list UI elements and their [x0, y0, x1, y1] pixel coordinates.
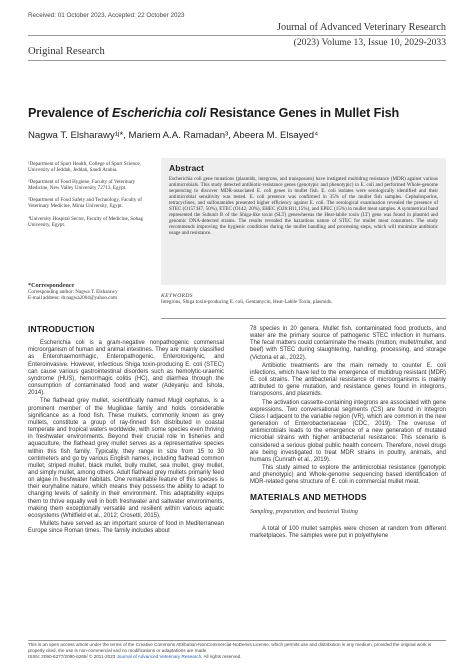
- footer: [28, 642, 446, 659]
- correspondence-heading: *Correspondence: [28, 282, 75, 289]
- section-label: Original Research: [28, 46, 105, 57]
- journal-link[interactable]: Journal of Advanced Veterinary Research: [116, 653, 202, 659]
- keywords-heading: KEYWORDS: [161, 293, 193, 299]
- body-paragraph: Escherichia coli is a gram-negative nonpathogenic commensal microorganism of human and animal intestines. They are mainly classified as Enterohaemorrhagic, Enteropathogenic, Enterotoxigenic, and Enteroinvasive. However, infectious Shiga toxin-producing E. coli (STEC) can cause various gastrointestinal disorders such as hemolytic-uraemic syndrome (HUS), hemorrhagic colitis (HC), and diarrhea through the consumption of contaminated food and water (Adeyanju and Ishola, 2014).: [28, 340, 224, 397]
- copyright-line: [28, 654, 446, 660]
- paper-title: [28, 106, 399, 120]
- title-italic: Escherichia coli: [112, 106, 207, 120]
- body-paragraph: The activation cassette-containing integrons are associated with gene expressions. Two conversational segments (CS) are found in Integron Class I adjacent to the variable region (VR), which are common in the new generation of Enterobacteriaceae (CDC, 2019). The overuse of antimicrobials leads to the emergence of a new generation of mutated microbial strains with higher antibacterial resistance. This scenario is considered a serious global public health concern. Therefore, novel drugs are being investigated to treat MDR strains in poultry, animals, and humans (Cunrath et al., 2019).: [250, 399, 446, 463]
- keywords-text: Integrons, Shiga toxin-producing E. coli, Gentamycin, Heat-Labile Toxin, plasmids.: [161, 299, 333, 306]
- correspondence: [28, 283, 168, 301]
- license-text: This is an open access article under the terms of the Creative Commons Attribution-NonCommercial-NoDerivs License, which permits use and distribution in any medium, provided the original work is properly cited, the use is non-commercial and no modifications or adaptations are made.: [28, 642, 432, 653]
- abstract-box: [161, 158, 446, 285]
- methods-heading: MATERIALS AND METHODS: [250, 492, 367, 503]
- abstract-heading: Abstract: [169, 163, 204, 173]
- affiliation: ²Department of Food Hygiene, Faculty of Veterinary Medicine, New Valley University 72713, Egypt.: [28, 179, 136, 192]
- journal-name: Journal of Advanced Veterinary Research: [277, 22, 446, 33]
- body-paragraph: This study aimed to explore the antimicrobial resistance (genotypic and phenotypic) and Whole-genome sequencing based identification of MDR-related gene structure of E. coli in commercial mullet meat.: [250, 464, 446, 486]
- body-paragraph: Mullets have served as an important source of food in Mediterranean Europe since Roman times. The family includes about: [28, 521, 224, 535]
- header-rule: [28, 35, 446, 36]
- footer-rule: [28, 640, 446, 641]
- received-date: Received: 01 October 2023, Accepted: 22 October 2023: [28, 12, 185, 19]
- affiliation: ⁴University Hospital Sector, Faculty of Medicine, Sohag University, Egypt.: [28, 215, 144, 228]
- rights-text: . All rights reserved.: [201, 653, 242, 659]
- title-prefix: Prevalence of: [28, 106, 113, 120]
- abstract-text: Escherichia coli gene mutations (plasmids, integrons, and transposons) have instigated multidrug resistance (MDR) against various antimicrobials. This study detected antibiotic-resistance genes (genotypic and phenotypic) in E. coli and performed Whole-genome sequencing to discover MDR-associated E. coli genes in mullet fish. E. coli isolates were serologically identified and their antimicrobial sensitivity was tested. E. coli presence was confirmed in 35% of the mullet fish samples. Cephalosporins, tetracyclines, and sulfonamides presented higher efficiency against E. coli. The serological examination revealed the presence of STEC (O157:H7, 50%), ETEC (O142, 20%), EHEC (O26:H11,15%), and EPEC (15%) in mullet meat samples. A symmetrical band represented the Subunit B of the Shiga-like toxin (SLT) genewhereas the Heat-labile toxin (LT) gene was found in plasmid and genomic DNA-detected strains. The results revealed the hazardous nature of STEC for mullet meat consumers. The study recommends improving the hygienic conditions during the mullet handling and processing steps, which will minimize antibiotic usage and resistance.: [169, 176, 438, 237]
- affiliations: [28, 161, 156, 234]
- body-paragraph: 78 species in 20 genera. Mullet fish, contaminated food products, and water are the primary source of pathogenic STEC infection in humans. The fecal matters could contaminate the meats (mutton, mullet/mullet, and beef) with STEC during slaughtering, handling, processing, and storage (Victoria et al., 2022).: [250, 326, 446, 361]
- body-paragraph: Antibiotic treatments are the main remedy to counter E. coli infections, which have led to the emergence of multidrug resistant (MDR) E. coli strains. The antibacterial resistance of microorganisms is mainly attributed to gene mutation, and resistance genes found in integrons, transposons, and plasmids.: [250, 362, 446, 398]
- volume-info: (2023) Volume 13, Issue 10, 2029-2033: [293, 37, 446, 48]
- intro-heading: INTRODUCTION: [28, 324, 95, 334]
- column-right: [250, 326, 446, 541]
- affiliation: ¹Department of Sport Health, College of Sport Science, University of Jeddah, Jeddah, Saudi Arabia.: [28, 161, 141, 174]
- methods-subheading: Sampling, preparation, and bacterial Testing: [250, 508, 358, 515]
- title-suffix: Resistance Genes in Mullet Fish: [206, 106, 400, 120]
- affiliation: ³Department of Food Safety and Technology, Faculty of Veterinary Medicine, Minia University, Egypt.: [28, 197, 142, 210]
- body-paragraph: The flathead grey mullet, scientifically named Mugil cephalus, is a prominent member of the Mugilidae family and holds considerable significance as a food fish. These mullets, commonly known as grey mullets, constitute a group of ray-finned fish distributed in coastal temperate and tropical waters worldwide, with some species even thriving in freshwater environments. Beyond their crucial role in fisheries and aquaculture, the flathead grey mullet serves as a representative species within this fish family. Typically, they range in size from 15 to 30 centimeters and go by various English names, including flathead common mullet, striped mullet, black mullet, bully mullet, sea mullet, grey mullet, and simply mullet, among others. Adult flathead grey mullets primarily feed on algae in freshwater habitats. One remarkable feature of this species is their euryhaline nature, which means they possess the ability to adapt to changing levels of salinity in their environment. This adaptability equips them to thrive equally well in both freshwater and saltwater environments, making them exceptionally versatile and resilient within various aquatic ecosystems (Whitfield et al., 2012; Crosetti, 2015).: [28, 398, 224, 519]
- column-left: [28, 326, 224, 536]
- body-paragraph: A total of 100 mullet samples were chosen at random from different marketplaces. The samples were put in polyethylene: [250, 525, 446, 539]
- header-rule-2: [28, 60, 446, 61]
- issn-text: ISSN: 2090-6277/2090-6269/ © 2011-2023: [28, 653, 117, 659]
- author-list: Nagwa T. Elsharawy¹ʲ*, Mariem A.A. Ramadan³, Abeera M. Elsayed⁴: [28, 130, 319, 141]
- correspondence-author: Corresponding author: Nagwa T. Elsharawy: [28, 289, 118, 296]
- keywords-block: [161, 293, 446, 306]
- keywords-rule: [161, 318, 446, 319]
- correspondence-email[interactable]: E-mail address: dr.nagwa2004@yahoo.com: [28, 295, 117, 302]
